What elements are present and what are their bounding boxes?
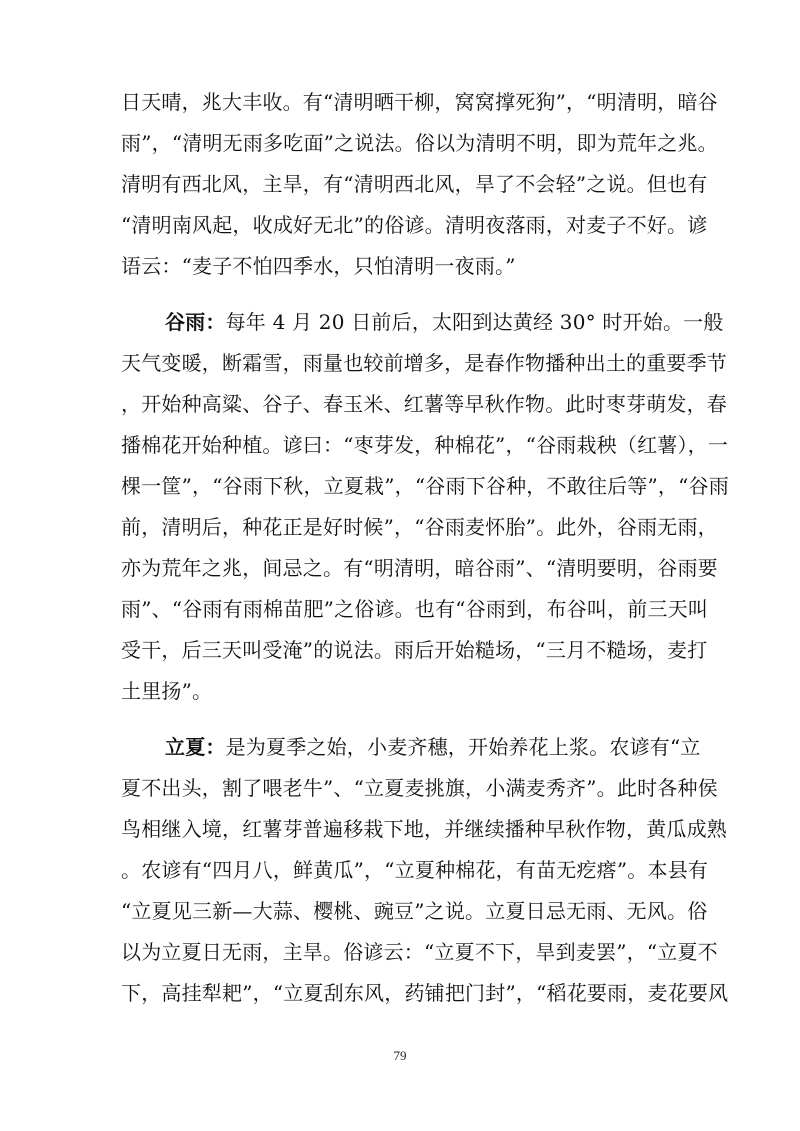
text-line: 土里扬”。 bbox=[121, 679, 213, 703]
text-line: 清明有西北风，主旱，有“清明西北风，旱了不会轻”之说。但也有 bbox=[121, 172, 708, 196]
text-line: 日天晴，兆大丰收。有“清明晒干柳，窝窝撑死狗”，“明清明，暗谷 bbox=[121, 90, 718, 114]
text-line: “立夏见三新—大蒜、樱桃、豌豆”之说。立夏日忌无雨、无风。俗 bbox=[121, 899, 708, 923]
page-number: 79 bbox=[393, 1048, 407, 1063]
text-line: 雨”，“清明无雨多吃面”之说法。俗以为清明不明，即为荒年之兆。 bbox=[121, 131, 718, 155]
text-line: 天气变暖，断霜雪，雨量也较前增多，是春作物播种出土的重要季节 bbox=[121, 351, 727, 375]
text-line: 受干，后三天叫受淹”的说法。雨后开始糙场，“三月不糙场，麦打 bbox=[121, 638, 708, 662]
text-line: 鸟相继入境，红薯芽普遍移栽下地，并继续播种早秋作物，黄瓜成熟 bbox=[121, 817, 727, 841]
paragraph-lixia bbox=[121, 727, 729, 1014]
text-line: ，开始种高粱、谷子、春玉米、红薯等早秋作物。此时枣芽萌发，春 bbox=[121, 392, 727, 416]
document-body bbox=[121, 82, 729, 1014]
text-line: 棵一筐”，“谷雨下秋，立夏栽”，“谷雨下谷种，不敢往后等”，“谷雨 bbox=[121, 474, 729, 498]
section-heading-guyu: 谷雨： bbox=[165, 310, 226, 334]
text-line bbox=[121, 302, 724, 343]
text-line: 播棉花开始种植。谚曰：“枣芽发，种棉花”，“谷雨栽秧（红薯），一 bbox=[121, 433, 729, 457]
text-line: 夏不出头，割了喂老牛”、“立夏麦挑旗，小满麦秀齐”。此时各种侯 bbox=[121, 776, 718, 800]
text-line: “清明南风起，收成好无北”的俗谚。清明夜落雨，对麦子不好。谚 bbox=[121, 213, 708, 237]
text-line: 以为立夏日无雨，主旱。俗谚云：“立夏不下，旱到麦罢”，“立夏不 bbox=[121, 940, 718, 964]
paragraph-gap bbox=[121, 287, 683, 302]
text-line: 亦为荒年之兆，间忌之。有“明清明，暗谷雨”、“清明要明，谷雨要 bbox=[121, 556, 718, 580]
paragraph-gap bbox=[121, 712, 683, 727]
text-line: 前，清明后，种花正是好时候”，“谷雨麦怀胎”。此外，谷雨无雨， bbox=[121, 515, 718, 539]
text-line: 雨”、“谷雨有雨棉苗肥”之俗谚。也有“谷雨到，布谷叫，前三天叫 bbox=[121, 597, 709, 621]
section-heading-lixia: 立夏： bbox=[165, 735, 226, 759]
text-line-content: 是为夏季之始，小麦齐穗，开始养花上浆。农谚有“立 bbox=[225, 735, 701, 759]
paragraph-guyu bbox=[121, 302, 729, 712]
text-line-content: 每年 4 月 20 日前后，太阳到达黄经 30° 时开始。一般 bbox=[225, 310, 724, 334]
text-line bbox=[121, 727, 701, 768]
paragraph-qingming-continued bbox=[121, 82, 718, 287]
text-line: 语云：“麦子不怕四季水，只怕清明一夜雨。” bbox=[121, 254, 516, 278]
text-line: 。农谚有“四月八，鲜黄瓜”，“立夏种棉花，有苗无疙瘩”。本县有 bbox=[121, 858, 709, 882]
text-line: 下，高挂犁耙”，“立夏刮东风，药铺把门封”，“稻花要雨，麦花要风 bbox=[121, 981, 729, 1005]
